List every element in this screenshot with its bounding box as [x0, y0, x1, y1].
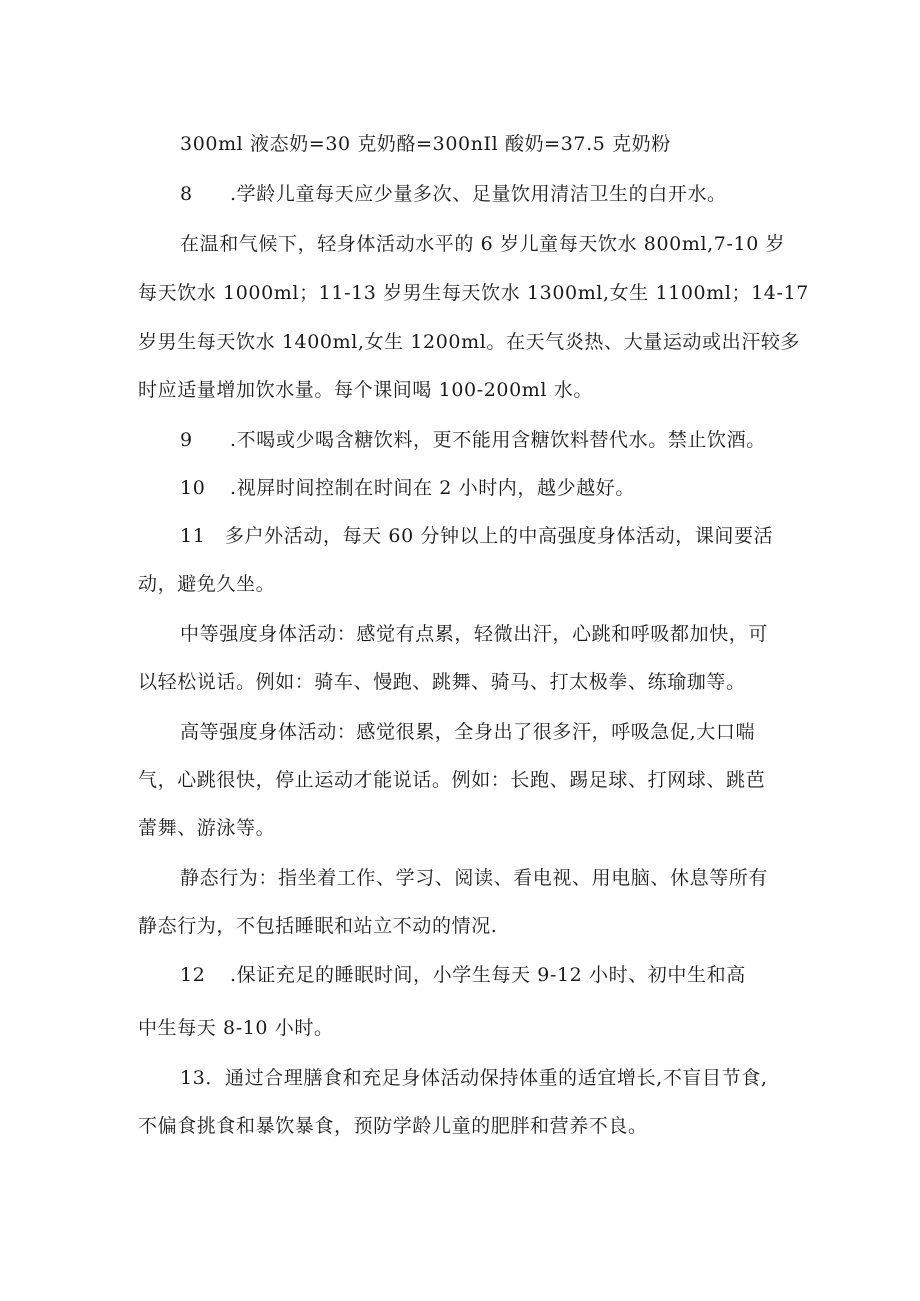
dairy-equivalence-line: 300ml 液态奶=30 克奶酪=300nIl 酸奶=37.5 克奶粉	[180, 133, 671, 155]
water-paragraph-line-2: 每天饮水 1000ml；11-13 岁男生每天饮水 1300ml,女生 1100ml；14-17	[138, 282, 809, 304]
sedentary-line-1: 静态行为：指坐着工作、学习、阅读、看电视、用电脑、休息等所有	[180, 867, 769, 889]
item-11-line-2: 动，避免久坐。	[138, 573, 276, 595]
item-13-line-1: 13．通过合理膳食和充足身体活动保持体重的适宜增长,不盲目节食,	[180, 1067, 768, 1089]
vigorous-activity-line-3: 蕾舞、游泳等。	[138, 817, 276, 839]
sedentary-line-2: 静态行为，不包括睡眠和站立不动的情况.	[138, 915, 498, 937]
water-paragraph-line-1: 在温和气候下，轻身体活动水平的 6 岁儿童每天饮水 800ml,7-10 岁	[180, 233, 786, 255]
item-11-line-1: 11 多户外活动，每天 60 分钟以上的中高强度身体活动，课间要活	[180, 525, 774, 547]
item-12-text: .保证充足的睡眠时间，小学生每天 9-12 小时、初中生和高	[230, 964, 746, 986]
moderate-activity-line-2: 以轻松说话。例如：骑车、慢跑、跳舞、骑马、打太极拳、练瑜珈等。	[138, 671, 746, 693]
moderate-activity-line-1: 中等强度身体活动：感觉有点累，轻微出汗，心跳和呼吸都加快，可	[180, 623, 769, 645]
water-paragraph-line-4: 时应适量增加饮水量。每个课间喝 100-200ml 水。	[138, 379, 593, 401]
item-10-text: .视屏时间控制在时间在 2 小时内，越少越好。	[230, 477, 636, 499]
item-12-continuation: 中生每天 8-10 小时。	[138, 1017, 334, 1039]
item-9-text: .不喝或少喝含糖饮料，更不能用含糖饮料替代水。禁止饮酒。	[230, 429, 766, 451]
item-10-number: 10	[180, 477, 206, 499]
item-9-number: 9	[180, 429, 193, 451]
item-12	[180, 963, 780, 987]
vigorous-activity-line-1: 高等强度身体活动：感觉很累，全身出了很多汗，呼吸急促,大口喘	[180, 721, 756, 743]
item-9	[180, 428, 820, 452]
item-8	[180, 182, 800, 206]
item-8-number: 8	[180, 183, 193, 205]
item-8-text: .学龄儿童每天应少量多次、足量饮用清洁卫生的白开水。	[230, 183, 727, 205]
water-paragraph-line-3: 岁男生每天饮水 1400ml,女生 1200ml。在天气炎热、大量运动或出汗较多	[138, 331, 801, 353]
vigorous-activity-line-2: 气，心跳很快，停止运动才能说话。例如：长跑、踢足球、打网球、跳芭	[138, 769, 766, 791]
item-10	[180, 476, 700, 500]
item-13-line-2: 不偏食挑食和暴饮暴食，预防学龄儿童的肥胖和营养不良。	[138, 1115, 648, 1137]
item-12-number: 12	[180, 964, 206, 986]
